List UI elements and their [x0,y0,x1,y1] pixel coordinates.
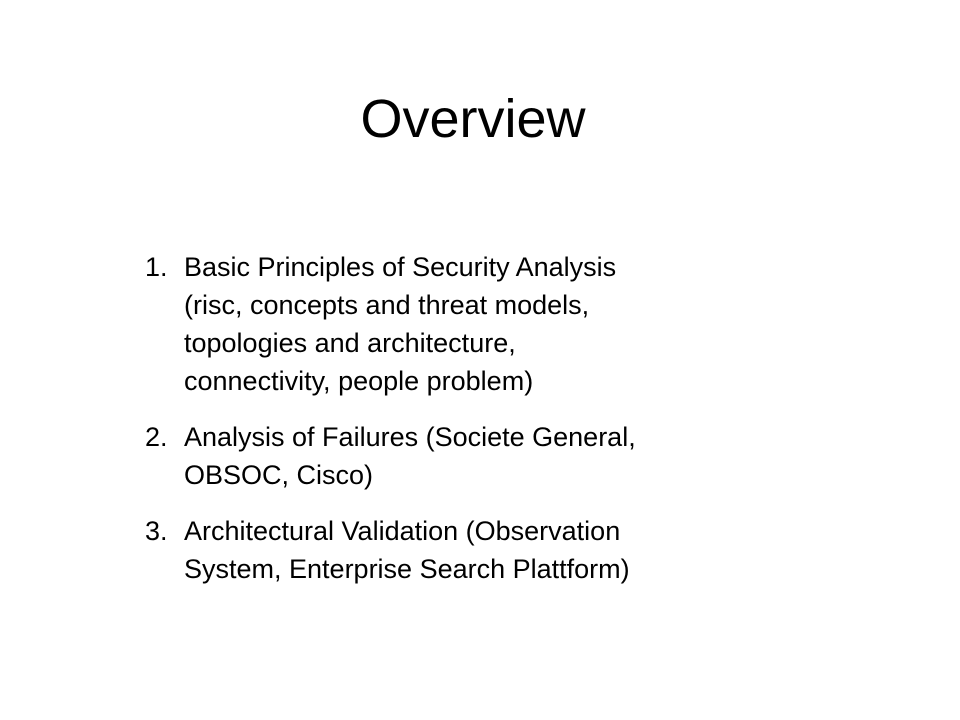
list-item-number: 3. [145,516,168,546]
list-item-line: Architectural Validation (Observation [184,516,621,546]
list-item-line: Basic Principles of Security Analysis [184,252,617,282]
slide-title: Overview [360,89,586,149]
list-item-line: topologies and architecture, [184,328,516,358]
list-item-line: Analysis of Failures (Societe General, [184,422,636,452]
list-item [145,248,845,400]
list-item [145,512,845,588]
list-item-line: (risc, concepts and threat models, [184,290,590,320]
list-item-text [184,418,845,494]
overview-list [145,248,845,606]
list-item-line: connectivity, people problem) [184,366,534,396]
list-item-line: OBSOC, Cisco) [184,460,374,490]
list-item-text [184,248,845,400]
list-item [145,418,845,494]
list-item-number: 1. [145,252,168,282]
list-item-line: System, Enterprise Search Plattform) [184,554,630,584]
list-item-text [184,512,845,588]
list-item-number: 2. [145,422,168,452]
